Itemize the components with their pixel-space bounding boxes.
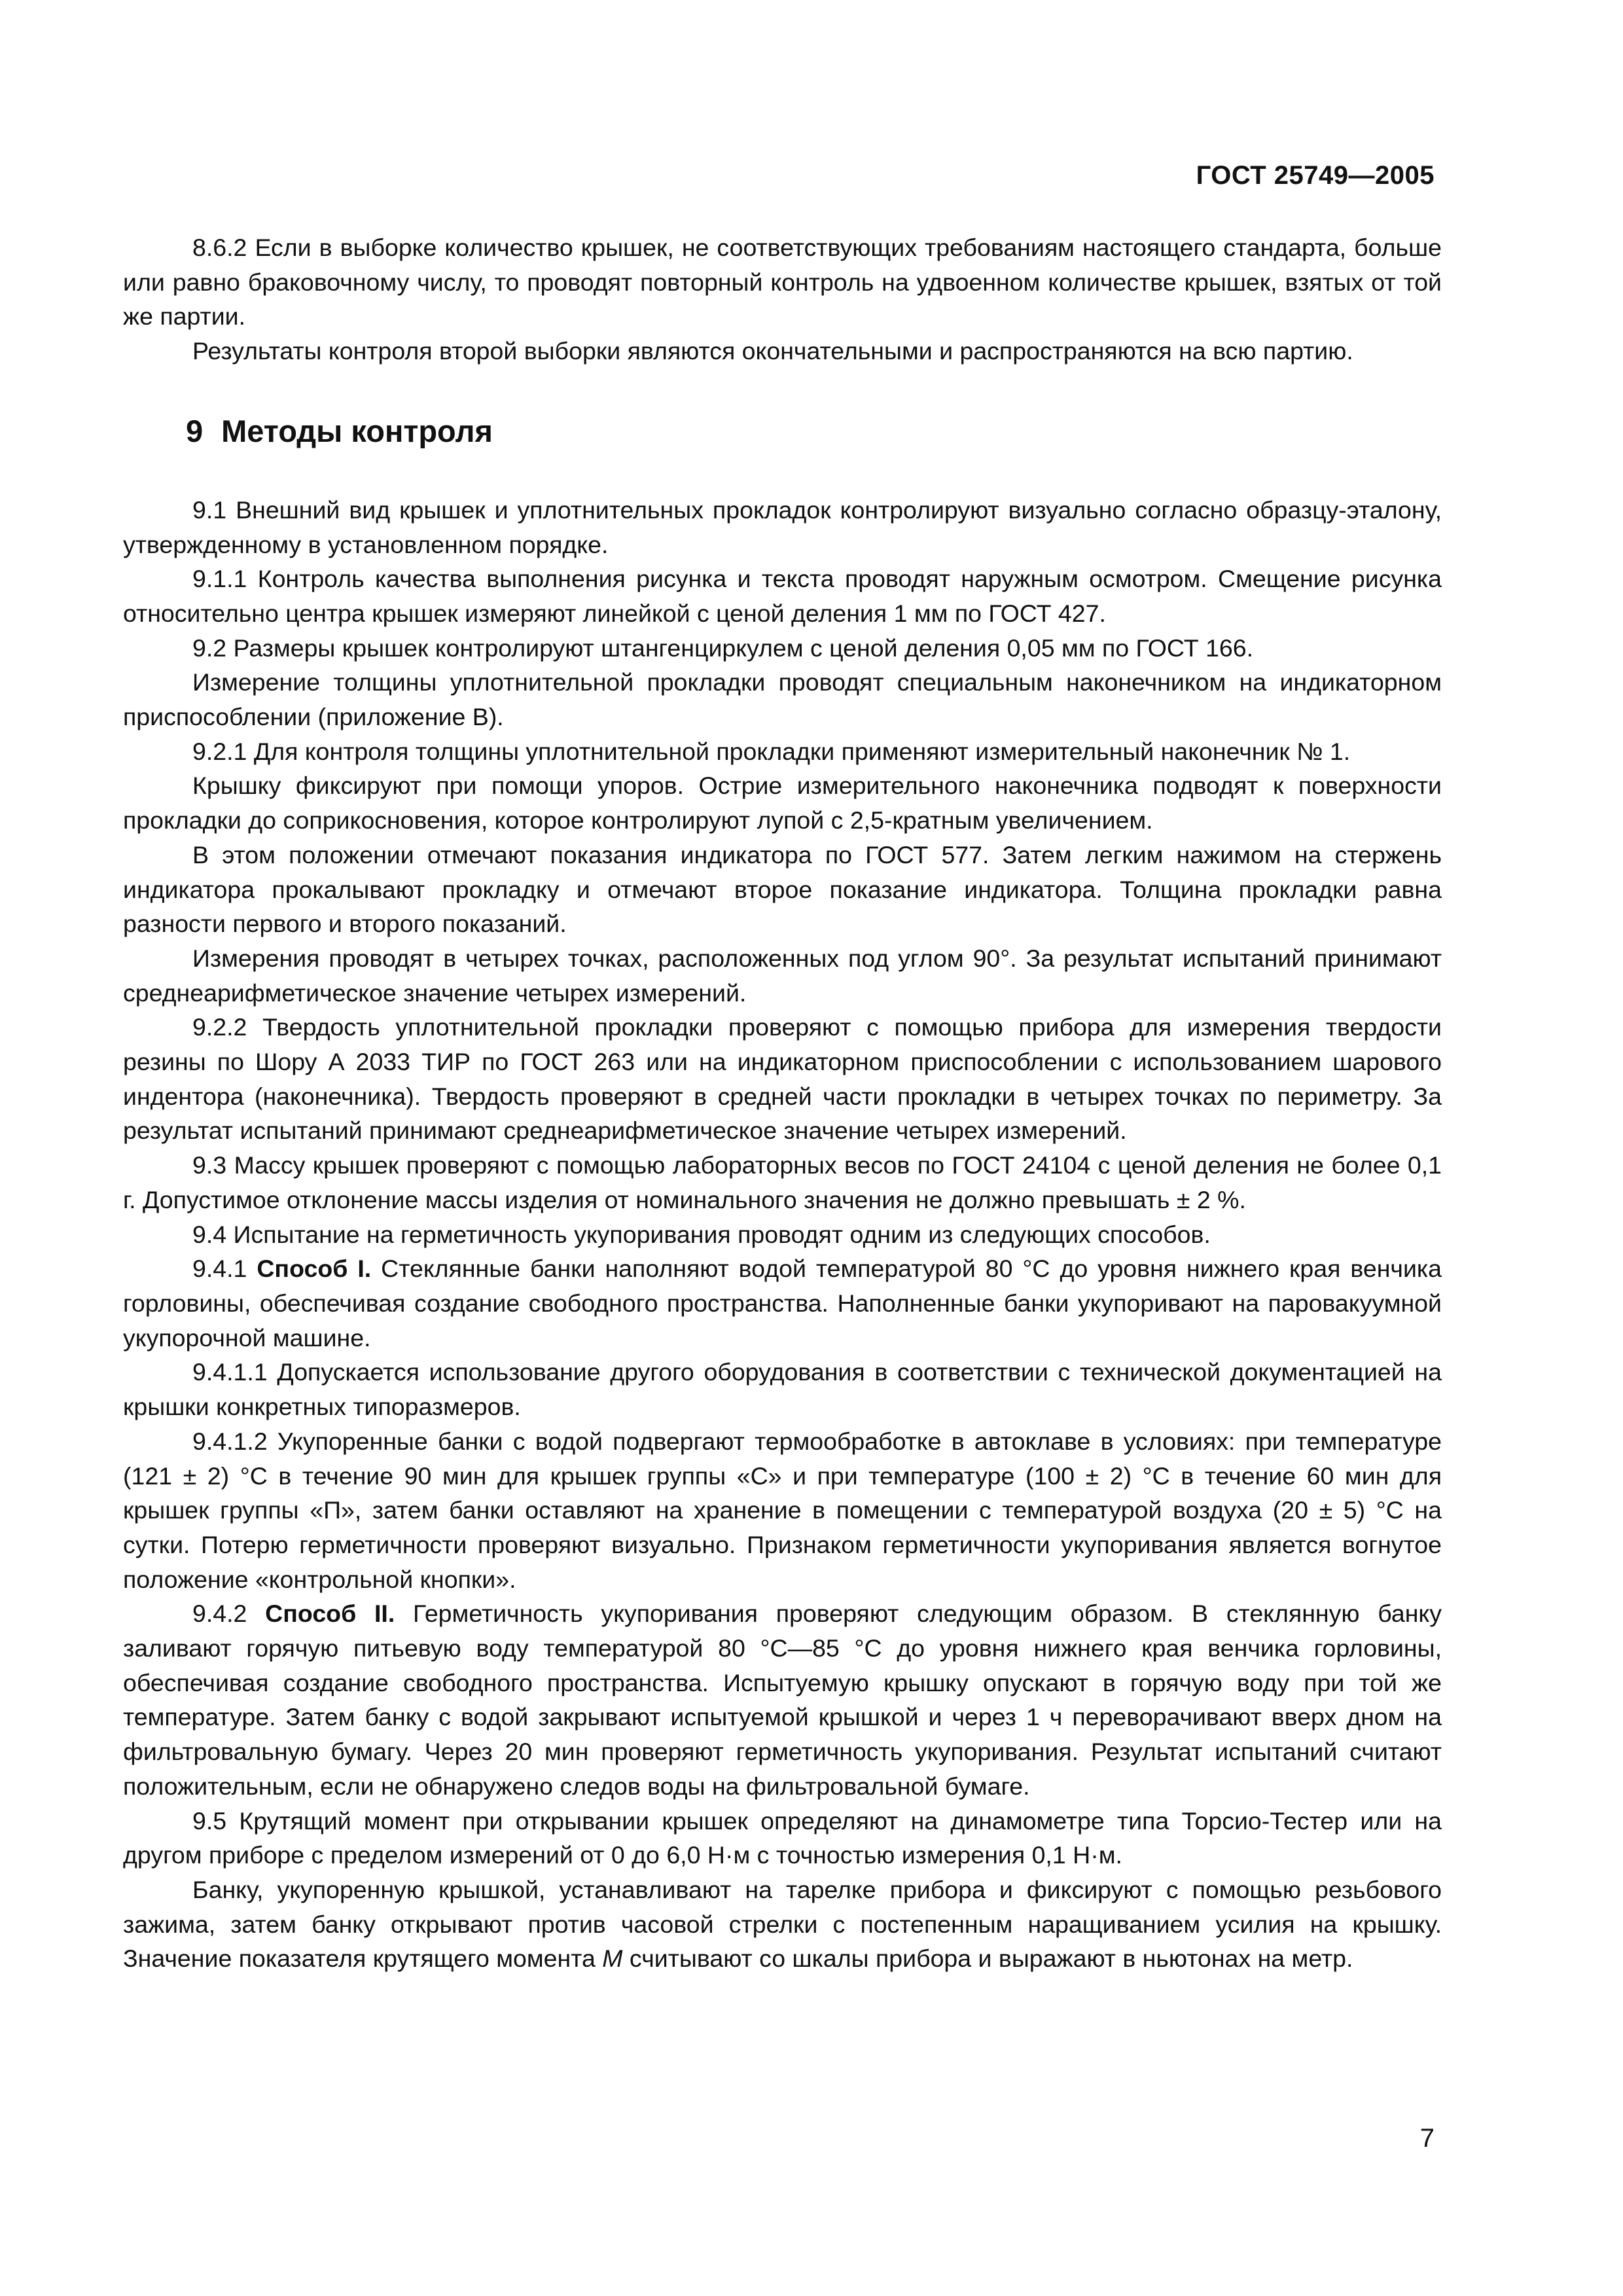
paragraph-9-2-2: 9.2.2 Твердость уплотнительной прокладки проверяют с помощью прибора для измерения твердости резины по Шору А 2033 ТИР по ГОСТ 263 или на индикаторном приспособлении с использованием шарового индентора (наконечника). Твердость проверяют в средней части прокладки в четырех точках по периметру. За результат испытаний принимают среднеарифметическое значение четырех измерений. (123, 1013, 1442, 1145)
paragraph-9-2-1: 9.2.1 Для контроля толщины уплотнительной прокладки применяют измерительный наконечник № 1. (192, 737, 1351, 765)
paragraph-9-1: 9.1 Внешний вид крышек и уплотнительных прокладок контролируют визуально согласно образцу-эталону, утвержденному в установленном порядке. (123, 495, 1442, 558)
document-body (123, 230, 1442, 1976)
paragraph-9-4: 9.4 Испытание на герметичность укупоривания проводят одним из следующих способов. (192, 1220, 1211, 1248)
paragraph-9-1-1: 9.1.1 Контроль качества выполнения рисунка и текста проводят наружным осмотром. Смещение рисунка относительно центра крышек измеряют линейкой с ценой деления 1 мм по ГОСТ 427. (123, 565, 1442, 627)
paragraph-9-5-continued (123, 1873, 1442, 1976)
document-header: ГОСТ 25749—2005 (1196, 161, 1435, 190)
paragraph-8-6-2-continued: Результаты контроля второй выборки являются окончательными и распространяются на всю партию. (192, 337, 1353, 365)
method-label: Способ I. (257, 1255, 372, 1283)
section-number: 9 (186, 413, 204, 448)
method-label: Способ II. (265, 1600, 395, 1628)
clause-text: Банку, укупоренную крышкой, устанавливают на тарелке прибора и фиксируют с помощью резьбового зажима, затем банку открывают против часовой стрелки с постепенным наращиванием усилия на крышку. Значение показателя крутящего момента (123, 1875, 1442, 1973)
paragraph-9-4-1 (123, 1251, 1442, 1355)
paragraph-9-2-continued: Измерение толщины уплотнительной прокладки проводят специальным наконечником на индикаторном приспособлении (приложение В). (123, 668, 1442, 731)
paragraph-9-2-1-c: В этом положении отмечают показания индикатора по ГОСТ 577. Затем легким нажимом на стержень индикатора прокалывают прокладку и отмечают второе показание индикатора. Толщина прокладки равна разности первого и второго показаний. (123, 840, 1442, 938)
clause-number: 9.4.1 (192, 1255, 247, 1283)
paragraph-9-2: 9.2 Размеры крышек контролируют штангенциркулем с ценой деления 0,05 мм по ГОСТ 166. (192, 634, 1254, 662)
paragraph-9-2-1-b: Крышку фиксируют при помощи упоров. Острие измерительного наконечника подводят к поверхности прокладки до соприкосновения, которое контролируют лупой с 2,5-кратным увеличением. (123, 772, 1442, 834)
page-number: 7 (1419, 2124, 1435, 2153)
paragraph-9-5: 9.5 Крутящий момент при открывании крышек определяют на динамометре типа Торсио-Тестер или на другом приборе с пределом измерений от 0 до 6,0 Н·м с точностью измерения 0,1 Н·м. (123, 1806, 1442, 1869)
variable-symbol: М (602, 1945, 623, 1973)
paragraph-9-2-1-d: Измерения проводят в четырех точках, расположенных под углом 90°. За результат испытаний принимают среднеарифметическое значение четырех измерений. (123, 944, 1442, 1007)
clause-number: 9.4.2 (192, 1600, 247, 1628)
paragraph-9-3: 9.3 Массу крышек проверяют с помощью лабораторных весов по ГОСТ 24104 с ценой деления не более 0,1 г. Допустимое отклонение массы изделия от номинального значения не должно превышать ± 2 %. (123, 1151, 1442, 1213)
paragraph-9-4-1-2: 9.4.1.2 Укупоренные банки с водой подвергают термообработке в автоклаве в условиях: при температуре (121 ± 2) °С в течение 90 мин для крышек группы «С» и при температуре (100 ± 2) °С в течение 60 мин для крышек группы «П», затем банки оставляют на хранение в помещении с температурой воздуха (20 ± 5) °С на сутки. Потерю герметичности проверяют визуально. Признаком герметичности укупоривания является вогнутое положение «контрольной кнопки». (123, 1427, 1442, 1593)
paragraph-9-4-2 (123, 1596, 1442, 1803)
clause-text: Стеклянные банки наполняют водой температурой 80 °С до уровня нижнего края венчика горловины, обеспечивая создание свободного пространства. Наполненные банки укупоривают на паровакуумной укупорочной машине. (123, 1255, 1442, 1352)
paragraph-8-6-2: 8.6.2 Если в выборке количество крышек, не соответствующих требованиям настоящего стандарта, больше или равно браковочному числу, то проводят повторный контроль на удвоенном количестве крышек, взятых от той же партии. (123, 234, 1442, 331)
clause-text: считывают со шкалы прибора и выражают в ньютонах на метр. (629, 1945, 1353, 1973)
clause-text: Герметичность укупоривания проверяют следующим образом. В стеклянную банку заливают горячую питьевую воду температурой 80 °С—85 °С до уровня нижнего края венчика горловины, обеспечивая создание свободного пространства. Испытуемую крышку опускают в горячую воду при той же температуре. Затем банку с водой закрывают испытуемой крышкой и через 1 ч переворачивают вверх дном на фильтровальную бумагу. Через 20 мин проверяют герметичность укупоривания. Результат испытаний считают положительным, если не обнаружено следов воды на фильтровальной бумаге. (123, 1600, 1442, 1800)
paragraph-9-4-1-1: 9.4.1.1 Допускается использование другого оборудования в соответствии с технической документацией на крышки конкретных типоразмеров. (123, 1358, 1442, 1421)
section-title: Методы контроля (221, 413, 493, 448)
section-heading (123, 412, 1442, 451)
